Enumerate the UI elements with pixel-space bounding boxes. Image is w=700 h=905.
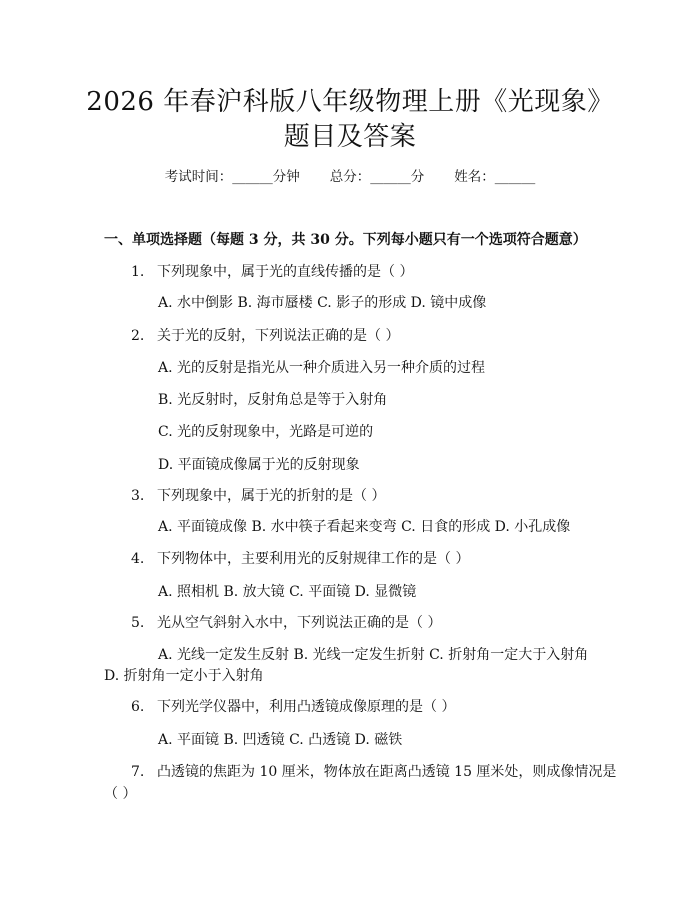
question-3-options: A. 平面镜成像 B. 水中筷子看起来变弯 C. 日食的形成 D. 小孔成像 (158, 519, 571, 535)
section-heading-single-choice: 一、单项选择题（每题 3 分，共 30 分。下列每小题只有一个选项符合题意） (104, 232, 587, 248)
question-text: 关于光的反射，下列说法正确的是（ ） (157, 328, 400, 344)
question-number: 6. (131, 699, 145, 715)
question-number: 3. (131, 488, 145, 504)
question-6-options: A. 平面镜 B. 凹透镜 C. 凸透镜 D. 磁铁 (158, 732, 403, 748)
total-score-field: 总分：______分 (329, 169, 425, 185)
exam-meta (0, 168, 700, 186)
question-2-option-d: D. 平面镜成像属于光的反射现象 (158, 457, 360, 473)
student-name-field: 姓名：______ (454, 169, 536, 185)
question-7-text-continued: （ ） (104, 786, 137, 802)
question-2-option-c: C. 光的反射现象中，光路是可逆的 (158, 424, 374, 440)
question-text: 下列现象中，属于光的直线传播的是（ ） (157, 264, 414, 280)
question-number: 5. (131, 615, 145, 631)
question-5 (131, 613, 441, 633)
document-title-line2: 题目及答案 (283, 122, 417, 152)
question-text: 光从空气斜射入水中，下列说法正确的是（ ） (157, 615, 442, 631)
question-7 (131, 762, 616, 782)
question-1 (131, 262, 413, 282)
question-2 (131, 326, 399, 346)
question-number: 1. (131, 264, 145, 280)
question-text: 下列现象中，属于光的折射的是（ ） (157, 488, 386, 504)
question-3 (131, 486, 385, 506)
question-number: 2. (131, 328, 145, 344)
question-5-options-line2: D. 折射角一定小于入射角 (104, 668, 264, 684)
question-number: 4. (131, 551, 145, 567)
document-title-line1: 2026 年春沪科版八年级物理上册《光现象》 (86, 87, 614, 117)
question-4 (131, 549, 469, 569)
question-text: 凸透镜的焦距为 10 厘米，物体放在距离凸透镜 15 厘米处，则成像情况是 (157, 764, 617, 780)
question-5-options-line1: A. 光线一定发生反射 B. 光线一定发生折射 C. 折射角一定大于入射角 (158, 647, 589, 663)
exam-time-field: 考试时间：______分钟 (164, 169, 300, 185)
question-text: 下列物体中，主要利用光的反射规律工作的是（ ） (157, 551, 470, 567)
question-2-option-b: B. 光反射时，反射角总是等于入射角 (158, 392, 388, 408)
question-6 (131, 697, 455, 717)
question-1-options: A. 水中倒影 B. 海市蜃楼 C. 影子的形成 D. 镜中成像 (158, 295, 487, 311)
question-4-options: A. 照相机 B. 放大镜 C. 平面镜 D. 显微镜 (158, 584, 417, 600)
question-2-option-a: A. 光的反射是指光从一种介质进入另一种介质的过程 (158, 360, 486, 376)
question-text: 下列光学仪器中，利用凸透镜成像原理的是（ ） (157, 699, 456, 715)
question-number: 7. (131, 764, 145, 780)
